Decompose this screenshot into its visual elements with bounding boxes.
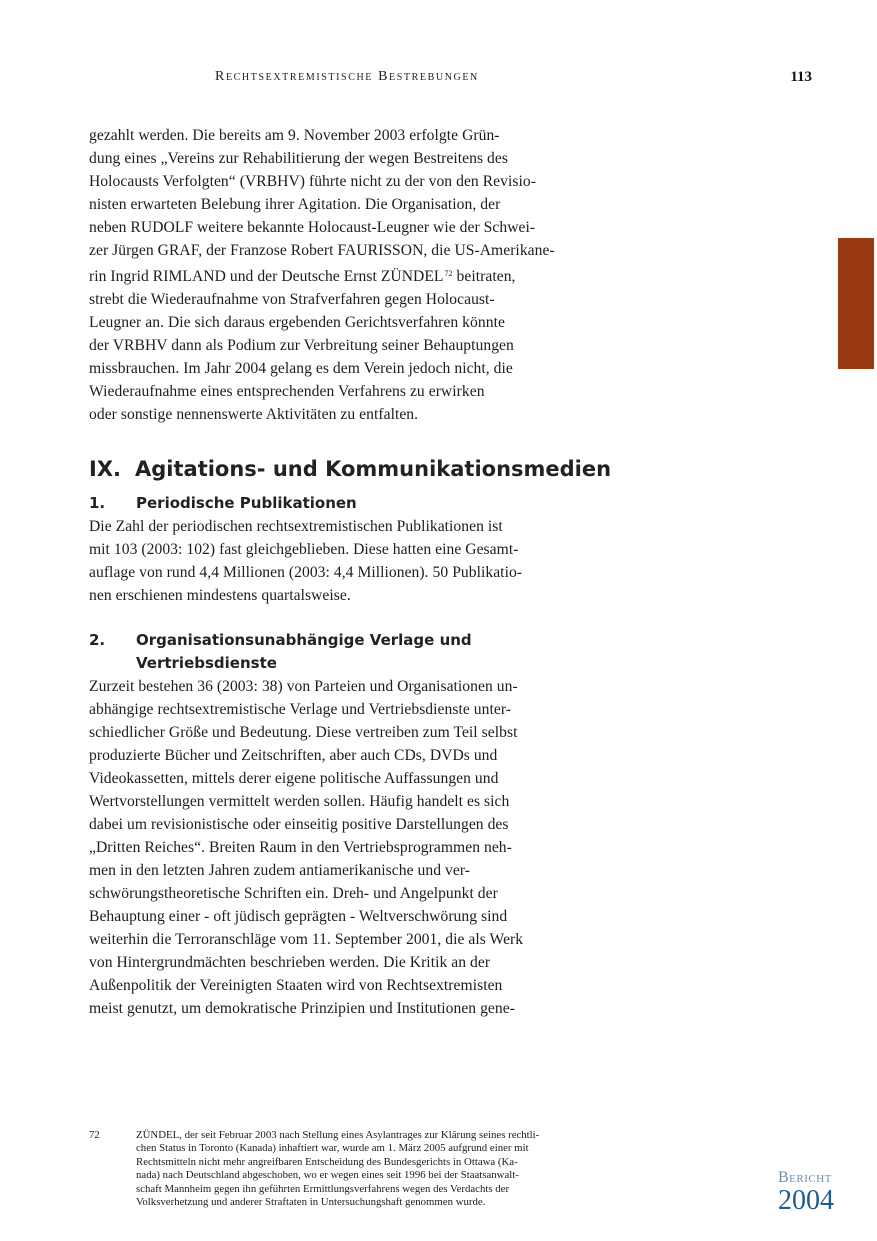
running-title: Rechtsextremistische Bestrebungen [215,69,479,84]
intro-paragraph [89,124,649,426]
footnote-number: 72 [89,1129,100,1141]
brand-year: 2004 [778,1185,834,1216]
subsection-number: 1. [89,494,106,512]
subsection-title-line: Vertriebsdienste [136,654,277,672]
text-line: schwörungstheoretische Schriften ein. Dreh- und Angelpunkt der [89,885,498,902]
text-line: Die Zahl der periodischen rechtsextremistischen Publikationen ist [89,518,503,535]
text-line: Behauptung einer - oft jüdisch geprägten - Weltverschwörung sind [89,908,508,925]
subsection-title [136,629,472,675]
text-line: schiedlicher Größe und Bedeutung. Diese vertreiben zum Teil selbst [89,724,518,741]
text-line: neben RUDOLF weitere bekannte Holocaust-Leugner wie der Schwei- [89,219,536,236]
text-line: abhängige rechtsextremistische Verlage und Vertriebsdienste unter- [89,701,511,718]
text-line-with-footnote [89,262,649,288]
text-line: oder sonstige nennenswerte Aktivitäten zu entfalten. [89,406,419,423]
footnote-line: chen Status in Toronto (Kanada) inhaftiert war, wurde am 1. März 2005 aufgrund einer mit [136,1142,529,1155]
subsection-heading-2 [89,629,649,675]
section-title: Agitations- und Kommunikationsmedien [135,457,612,481]
text-line: strebt die Wiederaufnahme von Strafverfahren gegen Holocaust- [89,291,495,308]
brand-word: Bericht [778,1169,832,1186]
text-line: missbrauchen. Im Jahr 2004 gelang es dem Verein jedoch nicht, die [89,360,513,377]
footnote-line: schaft Mannheim gegen ihn geführten Ermittlungsverfahrens wegen des Verdachts der [136,1182,510,1195]
subsection-title: Periodische Publikationen [136,494,357,512]
text-line: gezahlt werden. Die bereits am 9. November 2003 erfolgte Grün- [89,127,500,144]
publishers-paragraph [89,675,649,1020]
text-line: Außenpolitik der Vereinigten Staaten wird von Rechtsextremisten [89,977,503,994]
subsection-number: 2. [89,631,106,649]
publications-paragraph [89,515,649,607]
text-line: der VRBHV dann als Podium zur Verbreitung seiner Behauptungen [89,337,514,354]
text-line: nisten erwarteten Belebung ihrer Agitation. Die Organisation, der [89,196,501,213]
report-brand-logo [778,1170,834,1216]
footnote-reference[interactable]: 72 [444,269,453,278]
text-line: zer Jürgen GRAF, der Franzose Robert FAURISSON, die US-Amerikane- [89,242,555,259]
text-line: weiterhin die Terroranschläge vom 11. September 2001, die als Werk [89,931,524,948]
footnote-line: ZÜNDEL, der seit Februar 2003 nach Stellung eines Asylantrages zur Klärung seines rechtli- [136,1129,540,1141]
chapter-side-tab [838,238,874,369]
text-line: men in den letzten Jahren zudem antiamerikanische und ver- [89,862,471,879]
text-line: „Dritten Reiches“. Breiten Raum in den Vertriebsprogrammen neh- [89,839,512,856]
footnote-text [136,1129,539,1209]
subsection-title-line: Organisationsunabhängige Verlage und [136,631,472,649]
text-line: von Hintergrundmächten beschrieben werden. Die Kritik an der [89,954,491,971]
text-segment: rin Ingrid RIMLAND und der Deutsche Ernst ZÜNDEL [89,268,444,285]
text-line: Leugner an. Die sich daraus ergebenden Gerichtsverfahren könnte [89,314,505,331]
section-number: IX. [89,457,121,481]
text-line: dabei um revisionistische oder einseitig positive Darstellungen des [89,816,509,833]
text-line: auflage von rund 4,4 Millionen (2003: 4,4 Millionen). 50 Publikatio- [89,564,523,581]
main-content [89,124,649,1020]
footnote-line: nada) nach Deutschland abgeschoben, wo er wegen eines seit 1996 bei der Staatsanwalt- [136,1169,519,1182]
footnote-line: Volksverhetzung und anderer Straftaten in Untersuchungshaft genommen wurde. [136,1196,486,1209]
text-line: Wiederaufnahme eines entsprechenden Verfahrens zu erwirken [89,383,485,400]
text-line: Videokassetten, mittels derer eigene politische Auffassungen und [89,770,499,787]
text-line: dung eines „Vereins zur Rehabilitierung der wegen Bestreitens des [89,150,508,167]
text-line: Zurzeit bestehen 36 (2003: 38) von Parteien und Organisationen un- [89,678,518,695]
footnote-line: Rechtsmitteln nicht mehr angreifbaren Entscheidung des Bundesgerichts in Ottawa (Ka- [136,1155,518,1168]
text-line: nen erschienen mindestens quartalsweise. [89,587,351,604]
footnote-72 [89,1129,649,1209]
section-heading [89,454,649,484]
text-line: Holocausts Verfolgten“ (VRBHV) führte nicht zu der von den Revisio- [89,173,536,190]
text-line: Wertvorstellungen vermittelt werden sollen. Häufig handelt es sich [89,793,510,810]
subsection-heading-1 [89,492,649,515]
page-number: 113 [790,69,812,85]
text-line: meist genutzt, um demokratische Prinzipien und Institutionen gene- [89,1000,515,1017]
text-line: mit 103 (2003: 102) fast gleichgeblieben. Diese hatten eine Gesamt- [89,541,519,558]
text-segment: beitraten, [452,268,516,285]
text-line: produzierte Bücher und Zeitschriften, aber auch CDs, DVDs und [89,747,498,764]
